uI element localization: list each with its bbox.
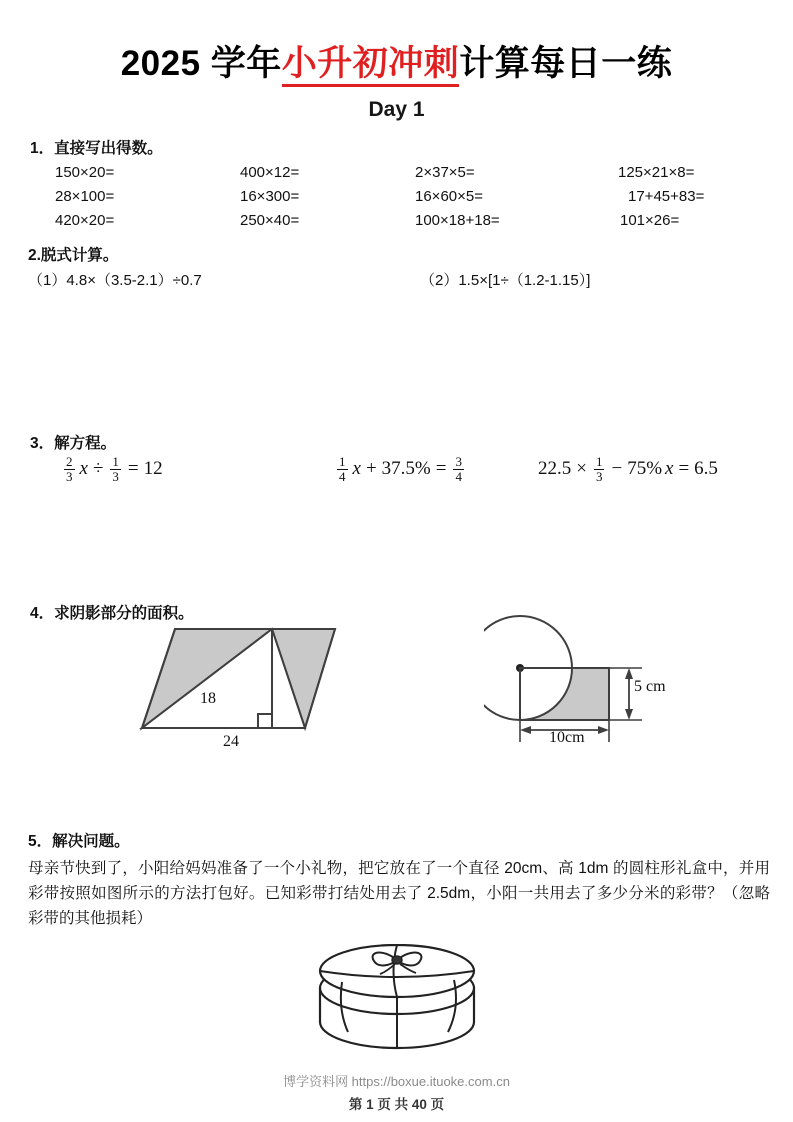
rectangle-width-label: 10cm <box>549 729 585 746</box>
q1-item-c3r1: 2×37×5= <box>415 164 475 181</box>
section-1-heading: 1．直接写出得数。 <box>30 140 163 157</box>
parallelogram-base-label: 24 <box>223 733 239 750</box>
gift-box-lid-top <box>320 945 474 997</box>
equals-sign: = <box>435 458 447 480</box>
q1-item-c2r2: 16×300= <box>240 188 300 205</box>
parallelogram-shaded-figure <box>130 620 340 745</box>
q1-item-c4r3: 101×26= <box>620 212 680 229</box>
percent-value: 37.5% <box>381 458 431 480</box>
section-5-heading: 5．解决问题。 <box>28 833 130 850</box>
page-title-highlight: 小升初冲刺 <box>282 44 460 87</box>
q1-item-c1r1: 150×20= <box>55 164 115 181</box>
page-title-part-2: 计算每日一练 <box>459 44 673 83</box>
rectangle-height-label: 5 cm <box>634 678 666 695</box>
arrowhead-right <box>598 726 609 734</box>
fraction-one-third: $\frac{1}{3}$ <box>112 454 119 484</box>
q2-item-1: （1）4.8×（3.5-2.1）÷0.7 <box>28 272 202 289</box>
fraction-three-fourths: $\frac{3}{4}$ <box>455 454 462 484</box>
multiply-operator: × <box>576 458 587 480</box>
equation-2 <box>335 455 466 483</box>
section-5-body: 母亲节快到了，小阳给妈妈准备了一个小礼物，把它放在了一个直径 20cm、高 1dm 的圆柱形礼盒中，并用彩带按照如图所示的方法打包好。已知彩带打结处用去了 2.5dm，小阳一共用去了多少分米的彩带？（忽略彩带的其他损耗） <box>28 860 770 927</box>
equals-sign: = <box>678 458 690 480</box>
q2-item-2: （2）1.5×[1÷（1.2-1.15）] <box>420 272 591 289</box>
variable-x: x <box>79 458 88 480</box>
fraction-one-fourth: $\frac{1}{4}$ <box>339 454 346 484</box>
footer-page-number: 第 1 页 共 40 页 <box>348 1097 445 1112</box>
section-2-heading: 2.脱式计算。 <box>28 247 119 264</box>
equation-3-rhs: 6.5 <box>694 458 718 480</box>
q1-item-c2r3: 250×40= <box>240 212 300 229</box>
page-title <box>0 36 793 86</box>
fraction-one-third: $\frac{1}{3}$ <box>595 454 603 484</box>
variable-x: x <box>665 458 674 480</box>
q1-item-c4r1: 125×21×8= <box>618 164 695 181</box>
footer-site-credit: 博学资料网 https://boxue.ituoke.com.cn <box>283 1074 510 1089</box>
parallelogram-height-label: 18 <box>200 690 216 707</box>
minus-operator: − <box>611 458 623 480</box>
equation-1 <box>62 455 163 483</box>
percent-value: 75% <box>627 458 663 480</box>
section-3-heading: 3．解方程。 <box>30 435 117 452</box>
page-subtitle: Day 1 <box>368 98 425 121</box>
q1-item-c1r2: 28×100= <box>55 188 115 205</box>
equals-sign: = <box>127 458 139 480</box>
q1-item-c3r3: 100×18+18= <box>415 212 500 229</box>
plus-operator: + <box>365 458 377 480</box>
equation-3-lhs: 22.5 <box>538 458 572 480</box>
q1-item-c4r2: 17+45+83= <box>628 188 705 205</box>
fraction-two-thirds: $\frac{2}{3}$ <box>66 454 73 484</box>
bow-knot <box>392 956 402 964</box>
arrowhead-left <box>520 726 531 734</box>
q1-item-c2r1: 400×12= <box>240 164 300 181</box>
arrowhead-top <box>625 668 633 679</box>
arrowhead-bottom <box>625 709 633 720</box>
q1-item-c1r3: 420×20= <box>55 212 115 229</box>
cylindrical-gift-box-illustration <box>302 944 492 1064</box>
section-4-heading: 4．求阴影部分的面积。 <box>30 605 194 622</box>
equation-1-rhs: 12 <box>143 458 163 480</box>
q1-item-c3r2: 16×60×5= <box>415 188 483 205</box>
page-title-part-1: 2025 学年 <box>120 44 282 83</box>
divide-operator: ÷ <box>92 458 104 480</box>
variable-x: x <box>352 458 361 480</box>
equation-3 <box>538 455 718 483</box>
